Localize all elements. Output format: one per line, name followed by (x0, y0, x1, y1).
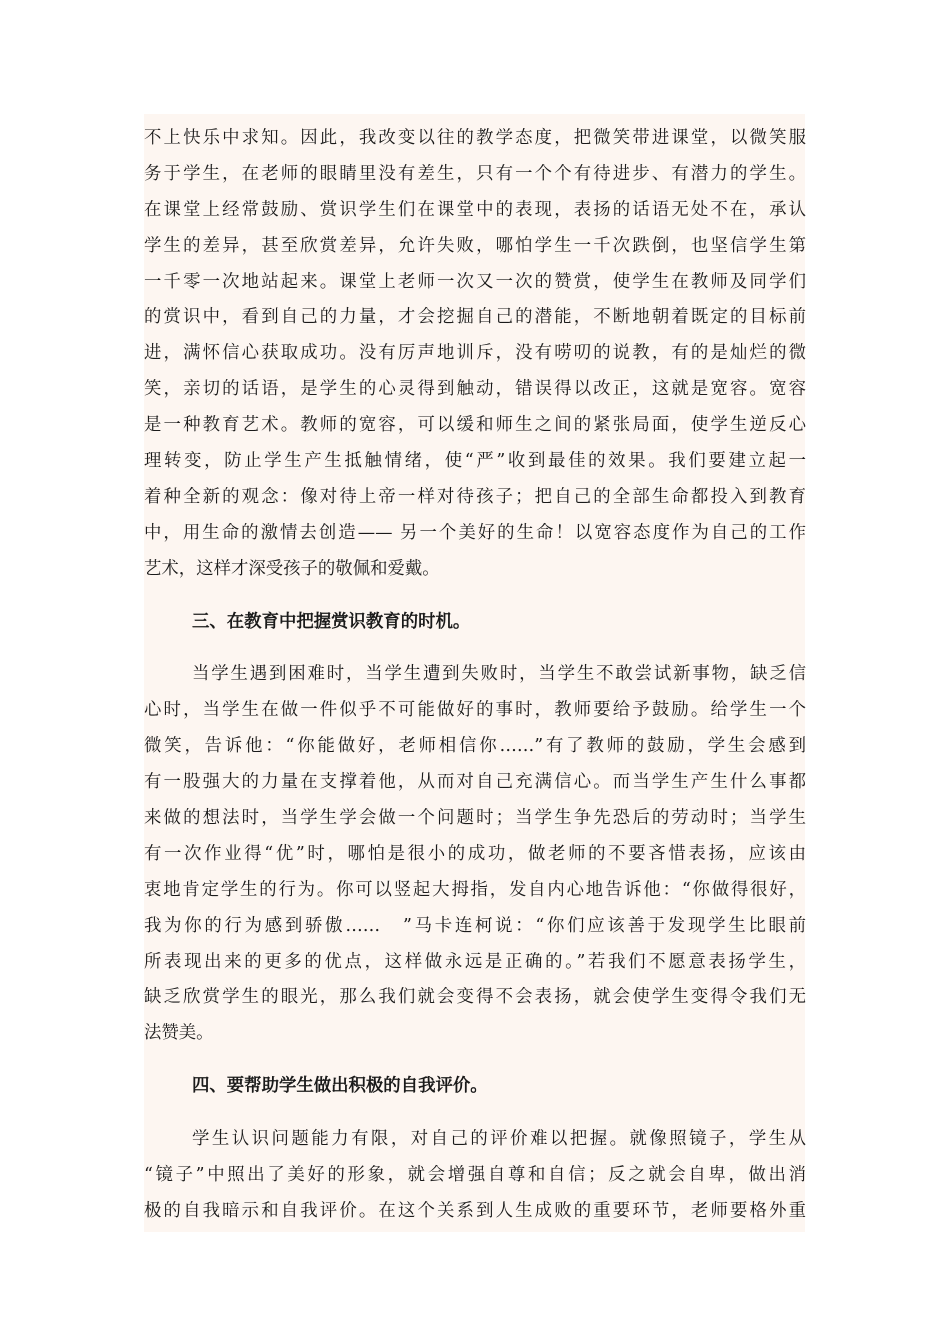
text-line: 有一次作业得“优”时，哪怕是很小的成功，做老师的不要吝惜表扬，应该由 (144, 843, 806, 864)
text-line: 中，用生命的激情去创造—— 另一个美好的生命！以宽容态度作为自己的工作 (144, 522, 806, 543)
text-line: 进，满怀信心获取成功。没有厉声地训斥，没有唠叨的说教，有的是灿烂的微 (144, 343, 806, 364)
text-line: 笑，亲切的话语，是学生的心灵得到触动，错误得以改正，这就是宽容。宽容 (144, 379, 806, 400)
text-line: 微笑，告诉他：“你能做好，老师相信你……”有了教师的鼓励，学生会感到 (144, 736, 806, 757)
section-heading: 三、在教育中把握赏识教育的时机。 (192, 611, 471, 632)
text-line: 极的自我暗示和自我评价。在这个关系到人生成败的重要环节，老师要格外重 (144, 1200, 806, 1221)
paragraph (144, 657, 806, 1052)
paragraph (144, 121, 806, 588)
section-heading: 四、要帮助学生做出积极的自我评价。 (192, 1076, 488, 1097)
paragraph (144, 1122, 806, 1230)
text-line: 着种全新的观念：像对待上帝一样对待孩子；把自己的全部生命都投入到教育 (144, 486, 806, 507)
text-line: “镜子”中照出了美好的形象，就会增强自尊和自信；反之就会自卑，做出消 (144, 1165, 806, 1186)
text-line: 当学生遇到困难时，当学生遭到失败时，当学生不敢尝试新事物，缺乏信 (192, 664, 806, 685)
text-line: 有一股强大的力量在支撑着他，从而对自己充满信心。而当学生产生什么事都 (144, 772, 806, 793)
text-line: 在课堂上经常鼓励、赏识学生们在课堂中的表现，表扬的话语无处不在，承认 (144, 199, 806, 220)
text-line: 艺术，这样才深受孩子的敬佩和爱戴。 (144, 558, 440, 579)
text-line: 理转变，防止学生产生抵触情绪，使“严”收到最佳的效果。我们要建立起一 (144, 451, 806, 472)
text-line: 法赞美。 (144, 1023, 214, 1044)
text-line: 一千零一次地站起来。课堂上老师一次又一次的赞赏，使学生在教师及同学们 (144, 271, 806, 292)
text-line: 衷地肯定学生的行为。你可以竖起大拇指，发自内心地告诉他：“你做得很好， (144, 879, 806, 900)
document-body (144, 121, 806, 1230)
text-line: 学生的差异，甚至欣赏差异，允许失败，哪怕学生一千次跌倒，也坚信学生第 (144, 235, 806, 256)
text-line: 学生认识问题能力有限，对自己的评价难以把握。就像照镜子，学生从 (192, 1129, 806, 1150)
text-line: 缺乏欣赏学生的眼光，那么我们就会变得不会表扬，就会使学生变得令我们无 (144, 987, 806, 1008)
text-line: 来做的想法时，当学生学会做一个问题时；当学生争先恐后的劳动时；当学生 (144, 808, 806, 829)
text-line: 不上快乐中求知。因此，我改变以往的教学态度，把微笑带进课堂，以微笑服 (144, 128, 806, 148)
text-line: 心时，当学生在做一件似乎不可能做好的事时，教师要给予鼓励。给学生一个 (144, 700, 806, 721)
text-line: 务于学生，在老师的眼睛里没有差生，只有一个个有待进步、有潜力的学生。 (144, 163, 806, 184)
text-line: 的赏识中，看到自己的力量，才会挖掘自己的潜能，不断地朝着既定的目标前 (144, 307, 806, 328)
text-line: 我为你的行为感到骄傲…… ”马卡连柯说：“你们应该善于发现学生比眼前 (144, 915, 806, 936)
text-line: 所表现出来的更多的优点，这样做永远是正确的。”若我们不愿意表扬学生， (144, 951, 806, 972)
text-line: 是一种教育艺术。教师的宽容，可以缓和师生之间的紧张局面，使学生逆反心 (144, 415, 806, 436)
